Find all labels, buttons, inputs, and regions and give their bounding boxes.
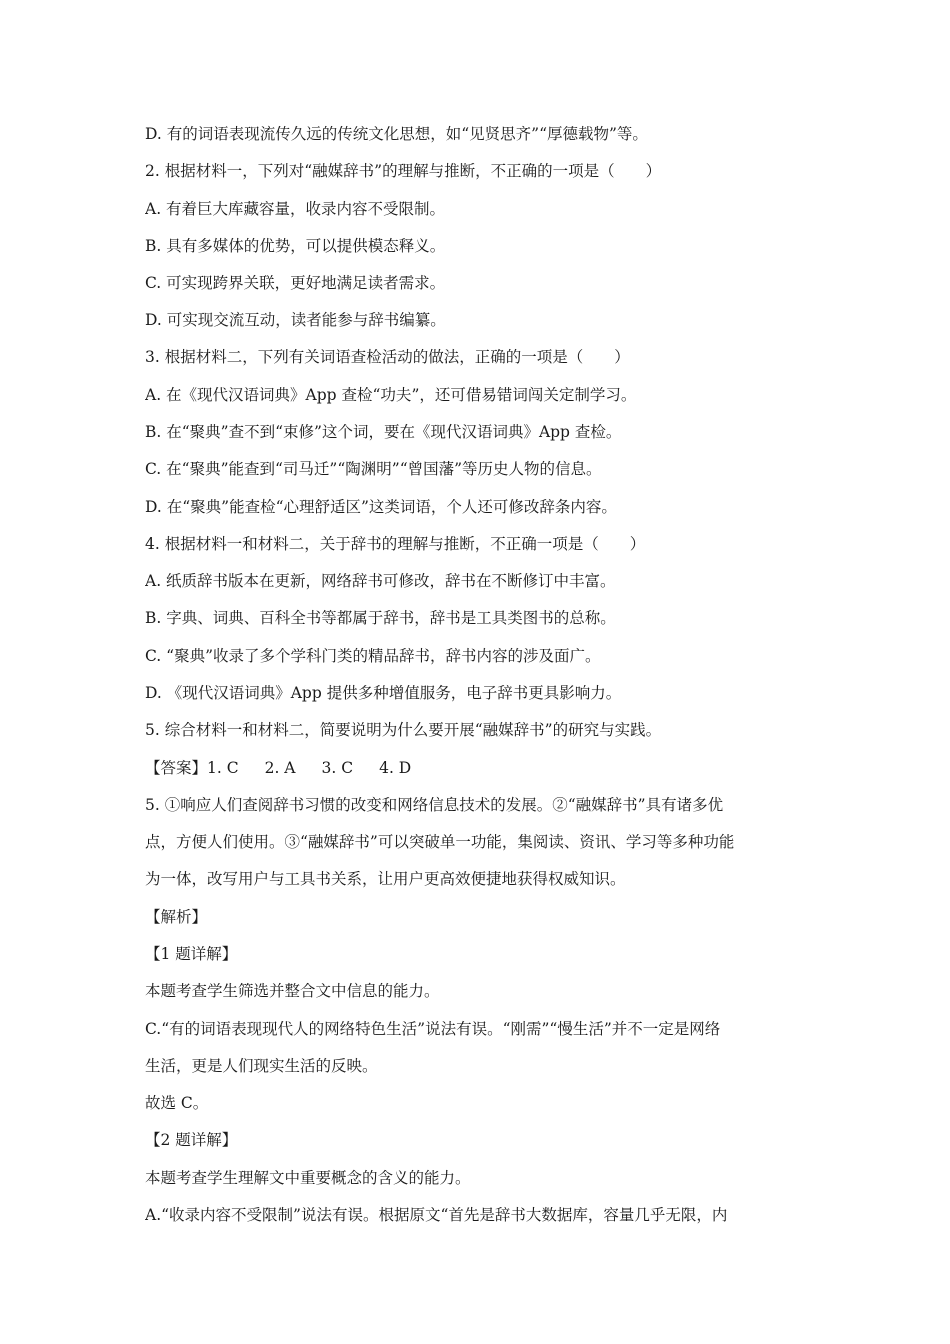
analysis-label: 【解析】 [145,908,208,926]
detail-1-heading: 【1 题详解】 [145,945,238,963]
q1-option-d: D. 有的词语表现流传久远的传统文化思想，如“见贤思齐”“厚德载物”等。 [145,125,648,143]
q4-option-a: A. 纸质辞书版本在更新，网络辞书可修改，辞书在不断修订中丰富。 [145,572,616,590]
q4-stem: 4. 根据材料一和材料二，关于辞书的理解与推断，不正确一项是（ ） [145,535,646,553]
detail-1-line-2: C.“有的词语表现现代人的网络特色生活”说法有误。“刚需”“慢生活”并不一定是网络 [145,1020,721,1038]
answer-label: 【答案】 [145,759,208,777]
q4-option-d: D. 《现代汉语词典》App 提供多种增值服务，电子辞书更具影响力。 [145,684,622,702]
answer-item-4: 4. D [379,759,412,777]
detail-2-heading: 【2 题详解】 [145,1131,238,1149]
q2-option-c: C. 可实现跨界关联，更好地满足读者需求。 [145,274,446,292]
answer-item-1: 1. C [207,759,239,777]
answer5-line-2: 点，方便人们使用。③“融媒辞书”可以突破单一功能，集阅读、资讯、学习等多种功能 [145,833,735,851]
q4-option-b: B. 字典、词典、百科全书等都属于辞书，辞书是工具类图书的总称。 [145,609,616,627]
detail-1-line-1: 本题考查学生筛选并整合文中信息的能力。 [145,982,440,1000]
q4-option-c: C. “聚典”收录了多个学科门类的精品辞书，辞书内容的涉及面广。 [145,647,601,665]
answer5-line-3: 为一体，改写用户与工具书关系，让用户更高效便捷地获得权威知识。 [145,870,626,888]
detail-2-line-1: 本题考查学生理解文中重要概念的含义的能力。 [145,1169,471,1187]
answer-item-2: 2. A [264,759,296,777]
detail-1-line-4: 故选 C。 [145,1094,209,1112]
q3-option-a: A. 在《现代汉语词典》App 查检“功夫”，还可借易错词闯关定制学习。 [145,386,637,404]
q3-stem: 3. 根据材料二，下列有关词语查检活动的做法，正确的一项是（ ） [145,348,630,366]
answer-item-3: 3. C [321,759,354,777]
q2-option-a: A. 有着巨大库藏容量，收录内容不受限制。 [145,200,446,218]
detail-2-line-2: A.“收录内容不受限制”说法有误。根据原文“首先是辞书大数据库，容量几乎无限，内 [145,1206,728,1224]
answer5-line-1: 5. ①响应人们查阅辞书习惯的改变和网络信息技术的发展。②“融媒辞书”具有诸多优 [145,796,724,814]
q5-stem: 5. 综合材料一和材料二，简要说明为什么要开展“融媒辞书”的研究与实践。 [145,721,662,739]
q3-option-b: B. 在“聚典”查不到“束修”这个词，要在《现代汉语词典》App 查检。 [145,423,622,441]
answer-line [145,757,825,779]
q2-option-d: D. 可实现交流互动，读者能参与辞书编纂。 [145,311,446,329]
q3-option-c: C. 在“聚典”能查到“司马迁”“陶渊明”“曾国藩”等历史人物的信息。 [145,460,602,478]
q2-stem: 2. 根据材料一，下列对“融媒辞书”的理解与推断，不正确的一项是（ ） [145,162,662,180]
detail-1-line-3: 生活，更是人们现实生活的反映。 [145,1057,378,1075]
q2-option-b: B. 具有多媒体的优势，可以提供模态释义。 [145,237,446,255]
q3-option-d: D. 在“聚典”能查检“心理舒适区”这类词语，个人还可修改辞条内容。 [145,498,617,516]
